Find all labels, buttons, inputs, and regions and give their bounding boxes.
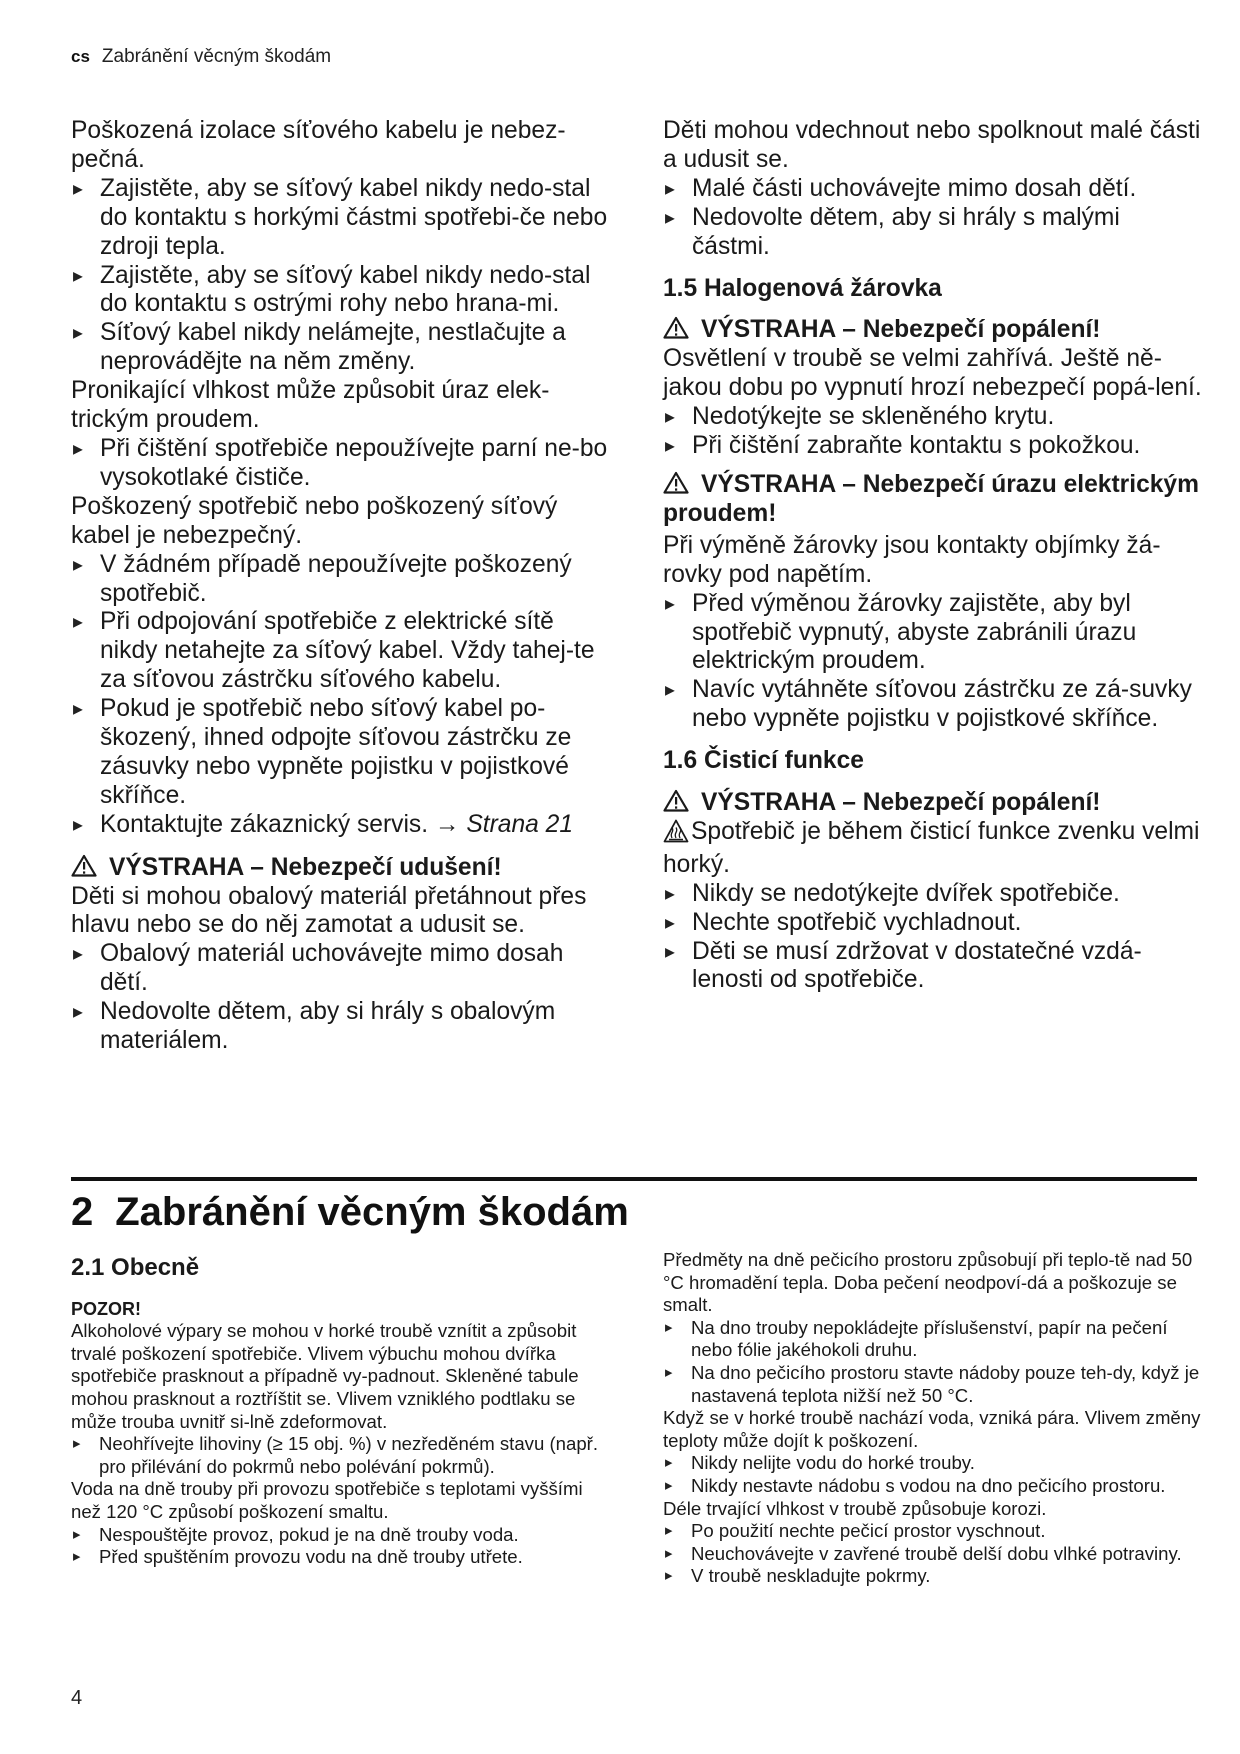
left-column-upper: [71, 117, 611, 1056]
paragraph-text: Spotřebič je během čisticí funkce zvenku velmi horký.: [663, 817, 1200, 878]
bullet-item: ▸ Nedovolte dětem, aby si hrály s malými částmi.: [663, 204, 1203, 262]
bullet-item: ▸ Při čištění zabraňte kontaktu s pokožkou.: [663, 432, 1203, 461]
chapter-divider: [71, 1177, 1197, 1181]
page-header: [71, 46, 331, 68]
warning-text: VÝSTRAHA – Nebezpečí popálení!: [701, 316, 1101, 344]
bullet-item: ▸ Nespouštějte provoz, pokud je na dně trouby voda.: [71, 1524, 611, 1547]
warning-triangle-icon: [71, 854, 99, 877]
warning-triangle-icon: [663, 471, 691, 494]
section-heading-1-5: 1.5 Halogenová žárovka: [663, 274, 942, 302]
cross-reference-link[interactable]: Strana 21: [466, 810, 573, 838]
bullet-item: ▸ Při odpojování spotřebiče z elektrické sítě nikdy netahejte za síťový kabel. Vždy tahej-te za síťovou zástrčku síťového kabelu.: [71, 608, 611, 695]
section-heading-1-6: 1.6 Čisticí funkce: [663, 747, 864, 775]
paragraph: Poškozený spotřebič nebo poškozený síťový kabel je nebezpečný.: [71, 492, 558, 549]
bullet-item: ▸ Pokud je spotřebič nebo síťový kabel po-škozený, ihned odpojte síťovou zástrčku ze zásuvky nebo vypněte pojistku v pojistkové skříňce.: [71, 695, 611, 811]
warning-heading: [663, 316, 1203, 345]
bullet-item: ▸ Před výměnou žárovky zajistěte, aby byl spotřebič vypnutý, abyste zabránili úrazu elektrickým proudem.: [663, 590, 1203, 677]
paragraph: Déle trvající vlhkost v troubě způsobuje korozi.: [663, 1497, 1047, 1519]
bullet-item: ▸ Děti se musí zdržovat v dostatečné vzdá-lenosti od spotřebiče.: [663, 938, 1203, 996]
language-code: cs: [71, 47, 90, 66]
warning-triangle-icon: [663, 316, 691, 339]
chapter-number: 2: [71, 1190, 94, 1234]
warning-text: VÝSTRAHA – Nebezpečí popálení!: [701, 789, 1101, 817]
bullet-item: ▸ V troubě neskladujte pokrmy.: [663, 1565, 1203, 1588]
warning-heading: [71, 854, 611, 883]
bullet-item: ▸ Navíc vytáhněte síťovou zástrčku ze zá-suvky nebo vypněte pojistku v pojistkové skříňce.: [663, 676, 1203, 734]
bullet-item: ▸ Při čištění spotřebiče nepoužívejte parní ne-bo vysokotlaké čističe.: [71, 435, 611, 493]
bullet-item: ▸ Malé části uchovávejte mimo dosah dětí.: [663, 175, 1203, 204]
left-column-lower: [71, 1254, 611, 1569]
right-column-lower: [663, 1249, 1203, 1588]
right-column-upper: [663, 117, 1203, 995]
hot-surface-icon: [663, 819, 689, 851]
warning-text: VÝSTRAHA – Nebezpečí úrazu elektrickým proudem!: [663, 470, 1199, 527]
paragraph: Předměty na dně pečicího prostoru způsobují při teplo-tě nad 50 °C hromadění tepla. Doba pečení neodpoví-dá a poškozuje se smalt.: [663, 1249, 1193, 1316]
paragraph: Děti si mohou obalový materiál přetáhnout přes hlavu nebo se do něj zamotat a udusit se.: [71, 882, 587, 939]
chapter-title: [71, 1190, 629, 1235]
bullet-item: ▸ Nedovolte dětem, aby si hrály s obalovým materiálem.: [71, 998, 611, 1056]
chapter-title-text: Zabránění věcným škodám: [115, 1190, 629, 1234]
bullet-item: ▸ Po použití nechte pečicí prostor vyschnout.: [663, 1520, 1203, 1543]
warning-text: VÝSTRAHA – Nebezpečí udušení!: [109, 853, 502, 881]
page-number: 4: [71, 1687, 83, 1709]
paragraph: Alkoholové výpary se mohou v horké troubě vznítit a způsobit trvalé poškození spotřebiče. Vlivem výbuchu mohou dvířka spotřebiče prasknout a případně vy-padnout. Skleněné tabule mohou prasknout a roztříštit se. Vlivem vzniklého podtlaku se může trouba uvnitř si-lně zdeformovat.: [71, 1320, 579, 1432]
paragraph: Děti mohou vdechnout nebo spolknout malé části a udusit se.: [663, 117, 1201, 173]
paragraph: Když se v horké troubě nachází voda, vzniká pára. Vlivem změny teploty může dojít k poškození.: [663, 1407, 1201, 1451]
bullet-item: ▸ Síťový kabel nikdy nelámejte, nestlačujte a neprovádějte na něm změny.: [71, 319, 611, 377]
warning-heading: [663, 471, 1203, 529]
bullet-item: ▸ Nikdy nestavte nádobu s vodou na dno pečicího prostoru.: [663, 1475, 1203, 1498]
paragraph: Voda na dně trouby při provozu spotřebiče s teplotami vyššími než 120 °C způsobí poškození smaltu.: [71, 1478, 583, 1522]
caution-label: POZOR!: [71, 1298, 141, 1319]
bullet-text: Kontaktujte zákaznický servis.: [100, 810, 429, 838]
paragraph: Při výměně žárovky jsou kontakty objímky žá-rovky pod napětím.: [663, 531, 1161, 588]
warning-heading: [663, 789, 1203, 818]
bullet-item: ▸ Obalový materiál uchovávejte mimo dosah dětí.: [71, 940, 611, 998]
bullet-item: ▸ Na dno trouby nepokládejte příslušenství, papír na pečení nebo fólie jakéhokoli druhu.: [663, 1317, 1203, 1362]
bullet-item: ▸ Neuchovávejte v zavřené troubě delší dobu vlhké potraviny.: [663, 1543, 1203, 1566]
bullet-item: ▸ Zajistěte, aby se síťový kabel nikdy nedo-stal do kontaktu s horkými částmi spotřebi-če nebo zdroji tepla.: [71, 175, 611, 262]
paragraph: Pronikající vlhkost může způsobit úraz elek-trickým proudem.: [71, 377, 550, 434]
bullet-item: ▸ Na dno pečicího prostoru stavte nádoby pouze teh-dy, když je nastavená teplota nižší než 50 °C.: [663, 1362, 1203, 1407]
bullet-item: ▸ Nikdy se nedotýkejte dvířek spotřebiče.: [663, 880, 1203, 909]
reference-arrow: →: [434, 810, 460, 838]
bullet-item: ▸ V žádném případě nepoužívejte poškozený spotřebič.: [71, 551, 611, 609]
paragraph: [663, 818, 1203, 880]
bullet-item: ▸ Neohřívejte lihoviny (≥ 15 obj. %) v nezředěném stavu (např. pro přilévání do pokrmů nebo polévání pokrmů).: [71, 1433, 611, 1478]
bullet-item: ▸ Před spuštěním provozu vodu na dně trouby utřete.: [71, 1546, 611, 1569]
bullet-item: [71, 811, 611, 840]
paragraph: Poškozená izolace síťového kabelu je nebez-pečná.: [71, 117, 566, 173]
bullet-item: ▸ Nedotýkejte se skleněného krytu.: [663, 403, 1203, 432]
warning-triangle-icon: [663, 789, 691, 812]
paragraph: Osvětlení v troubě se velmi zahřívá. Ještě ně-jakou dobu po vypnutí hrozí nebezpečí popá-lení.: [663, 345, 1202, 402]
bullet-item: ▸ Nechte spotřebič vychladnout.: [663, 909, 1203, 938]
section-heading-2-1: 2.1 Obecně: [71, 1254, 200, 1281]
bullet-item: ▸ Zajistěte, aby se síťový kabel nikdy nedo-stal do kontaktu s ostrými rohy nebo hrana-mi.: [71, 262, 611, 320]
bullet-item: ▸ Nikdy nelijte vodu do horké trouby.: [663, 1452, 1203, 1475]
header-title: Zabránění věcným škodám: [101, 46, 332, 67]
